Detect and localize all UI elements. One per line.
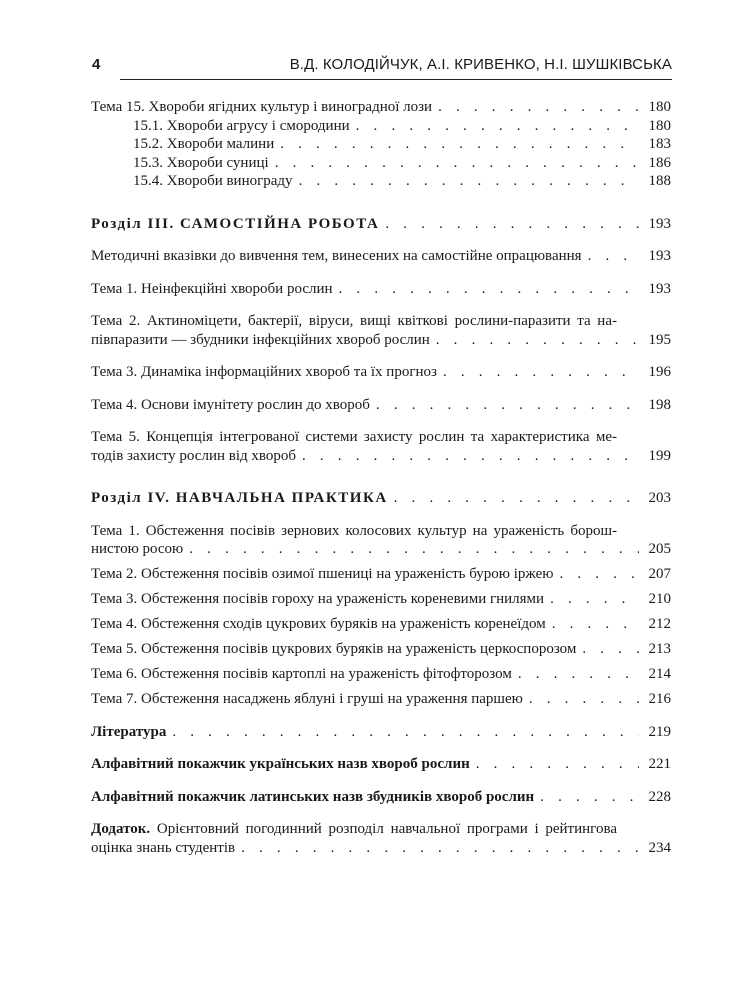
dot-leader [275, 154, 639, 173]
toc-entry-page: 203 [648, 490, 671, 506]
toc-subentry [91, 172, 671, 191]
toc-entry-page: 193 [648, 215, 671, 232]
toc-subentry [91, 135, 671, 154]
toc-entry-title: 15.4. Хвороби винограду [133, 173, 293, 189]
toc-entry-page: 198 [648, 396, 671, 413]
toc-entry-title: Тема 6. Обстеження посівів картоплі на ураженість фітофторозом [91, 666, 512, 682]
toc-entry [91, 690, 671, 709]
toc-section-entry [91, 489, 671, 508]
toc-entry-page: 205 [648, 541, 671, 557]
toc-entry [91, 247, 671, 266]
dot-leader [376, 396, 639, 415]
dot-leader [302, 447, 639, 466]
dot-leader [189, 540, 639, 559]
toc-entry-page: 180 [648, 117, 671, 134]
toc-entry [91, 615, 671, 634]
dot-leader [280, 135, 639, 154]
toc-entry-page: 213 [648, 641, 671, 657]
toc-entry-page: 180 [648, 99, 671, 115]
toc-entry-title-line1: Тема 5. Концепція інтегрованої системи захисту рослин та характеристика ме- [91, 429, 617, 445]
toc-entry [91, 98, 671, 117]
dot-leader [550, 590, 639, 609]
dot-leader [443, 363, 639, 382]
toc-entry [91, 820, 671, 857]
dot-leader [356, 117, 639, 136]
toc-entry-title: Тема 4. Обстеження сходів цукрових буряків на ураженість коренеїдом [91, 616, 546, 632]
toc-entry-title: Тема 15. Хвороби ягідних культур і виноградної лози [91, 99, 433, 115]
toc-entry-page: 219 [648, 723, 671, 740]
toc-entry [91, 428, 671, 465]
running-header-authors: В.Д. КОЛОДІЙЧУК, А.І. КРИВЕНКО, Н.І. ШУШКІВСЬКА [289, 56, 672, 73]
toc-entry [91, 280, 671, 299]
appendix-label: Додаток. [91, 821, 151, 837]
toc-entry-page: 193 [648, 280, 671, 297]
toc-entry-page: 193 [648, 248, 671, 264]
toc-entry-title: Методичні вказівки до вивчення тем, винесених на самостійне опрацювання [91, 248, 582, 264]
toc-section-entry [91, 215, 671, 234]
toc-entry [91, 363, 671, 382]
appendix-title-line1: Орієнтовний погодинний розподіл навчальної програми і рейтингова [150, 821, 617, 837]
toc-entry-title-line1: Тема 2. Актиноміцети, бактерії, віруси, вищі квіткові рослини-паразити та на- [91, 313, 617, 329]
dot-leader [552, 615, 639, 634]
dot-leader [529, 690, 639, 709]
toc-entry-title: Тема 4. Основи імунітету рослин до хвороб [91, 396, 370, 413]
toc-entry-title: Тема 2. Обстеження посівів озимої пшениці на ураженість бурою іржею [91, 566, 554, 582]
toc-entry [91, 755, 671, 774]
toc-entry-title: 15.1. Хвороби агрусу і смородини [133, 117, 350, 134]
dot-leader [385, 215, 639, 234]
dot-leader [241, 839, 639, 858]
toc-entry-title: нистою росою [91, 541, 184, 557]
table-of-contents [91, 98, 671, 857]
section-title: Розділ IV. НАВЧАЛЬНА ПРАКТИКА [91, 490, 388, 506]
toc-entry-page: 221 [648, 756, 671, 772]
toc-entry [91, 565, 671, 584]
toc-entry-title: Тема 1. Неінфекційні хвороби рослин [91, 280, 333, 297]
dot-leader [588, 247, 639, 266]
toc-entry-title: Тема 5. Обстеження посівів цукрових буряків на ураженість церкоспорозом [91, 641, 577, 657]
toc-entry-title: 15.2. Хвороби малини [133, 136, 275, 152]
dot-leader [172, 723, 639, 742]
toc-entry-title: півпаразити — збудники інфекційних хвороб рослин [91, 331, 430, 348]
toc-entry-page: 183 [648, 136, 671, 152]
toc-entry-title-line1: Тема 1. Обстеження посівів зернових колосових культур на ураженість борош- [91, 522, 617, 539]
toc-entry-page: 216 [648, 691, 671, 707]
dot-leader [436, 331, 639, 350]
toc-entry [91, 665, 671, 684]
toc-entry-page: 207 [648, 566, 671, 582]
toc-entry-page: 195 [648, 331, 671, 348]
dot-leader [518, 665, 639, 684]
page-number: 4 [92, 56, 101, 73]
dot-leader [540, 788, 639, 807]
toc-entry-page: 199 [648, 447, 671, 464]
dot-leader [299, 172, 639, 191]
toc-entry-page: 214 [648, 666, 671, 682]
toc-entry [91, 312, 671, 349]
section-title: Розділ ІІІ. САМОСТІЙНА РОБОТА [91, 215, 380, 232]
toc-subentry [91, 117, 671, 136]
toc-entry [91, 788, 671, 807]
dot-leader [438, 98, 639, 117]
toc-entry-title: 15.3. Хвороби суниці [133, 154, 269, 171]
toc-entry-page: 212 [648, 616, 671, 632]
toc-entry-title-line1 [91, 820, 671, 839]
dot-leader [339, 280, 639, 299]
dot-leader [559, 565, 639, 584]
toc-entry-page: 234 [648, 839, 671, 856]
page-header [92, 56, 672, 80]
toc-entry-title: Література [91, 723, 167, 740]
toc-entry-page: 210 [648, 591, 671, 607]
toc-entry [91, 590, 671, 609]
toc-entry-title: оцінка знань студентів [91, 839, 236, 856]
toc-entry-page: 228 [648, 788, 671, 805]
dot-leader [582, 640, 639, 659]
toc-entry-page: 186 [648, 154, 671, 171]
toc-entry-page: 188 [648, 173, 671, 189]
toc-entry [91, 396, 671, 415]
toc-entry-title: тодів захисту рослин від хвороб [91, 447, 296, 464]
toc-entry-title: Алфавітний покажчик латинських назв збудників хвороб рослин [91, 788, 535, 805]
toc-entry-title: Тема 3. Динаміка інформаційних хвороб та їх прогноз [91, 364, 437, 380]
toc-entry-page: 196 [648, 364, 671, 380]
toc-entry [91, 640, 671, 659]
dot-leader [476, 755, 639, 774]
toc-entry-title: Тема 7. Обстеження насаджень яблуні і груші на ураження паршею [91, 691, 523, 707]
header-rule [120, 79, 672, 80]
toc-entry-title: Алфавітний покажчик українських назв хвороб рослин [91, 756, 470, 772]
toc-subentry [91, 154, 671, 173]
toc-entry [91, 522, 671, 559]
toc-entry-title: Тема 3. Обстеження посівів гороху на ураженість кореневими гнилями [91, 591, 545, 607]
toc-entry [91, 723, 671, 742]
dot-leader [394, 489, 639, 508]
